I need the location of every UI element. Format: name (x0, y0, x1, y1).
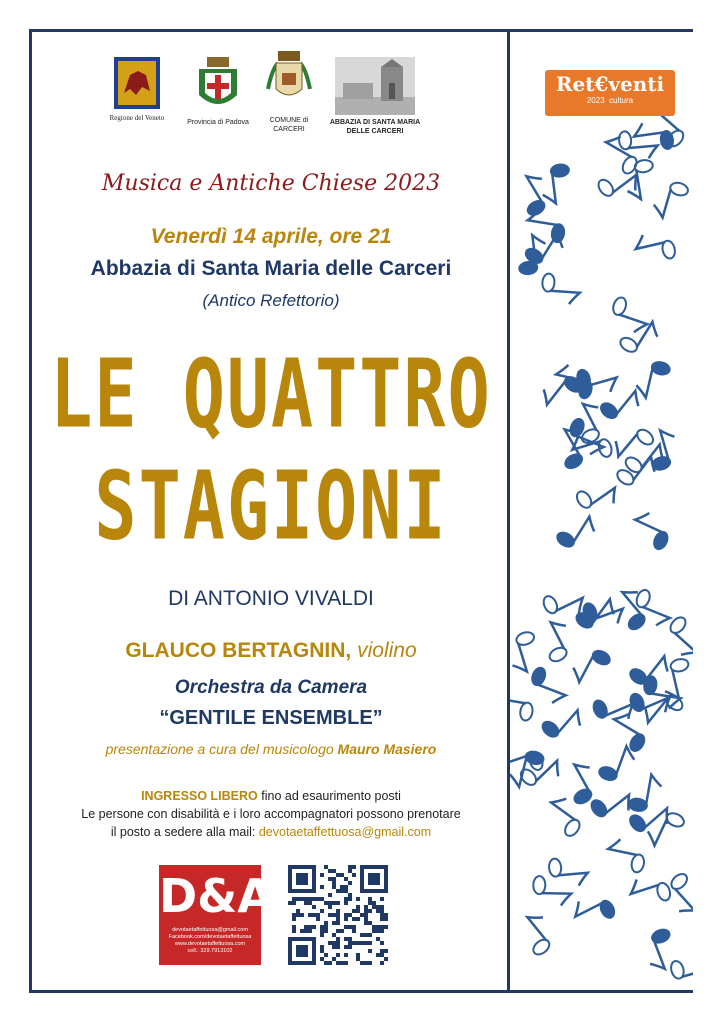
presentation (35, 741, 507, 757)
lion-icon (112, 55, 162, 111)
title-line-2: STAGIONI (94, 450, 448, 562)
da-mark: D&A (159, 869, 273, 923)
presentation-text: presentazione a cura del musicologo (105, 741, 334, 757)
sponsor-logos (99, 55, 439, 145)
da-contacts: devotaetaffettuosa@gmail.com Facebook.com/devotaetaffettuosa www.devotaetaffettuosa.com cell.: 329.7913102 (168, 927, 252, 954)
coat-of-arms-icon (193, 55, 243, 115)
booking-email[interactable]: devotaetaffettuosa@gmail.com (258, 825, 432, 839)
event-room: (Antico Refettorio) (202, 291, 340, 310)
title-line-1: LE QUATTRO (50, 338, 492, 450)
music-notes-panel (507, 32, 693, 990)
orchestra-name: “GENTILE ENSEMBLE” (159, 707, 383, 729)
soloist-instrument: violino (357, 639, 417, 662)
entry-info (35, 787, 507, 841)
free-entry-note: fino ad esaurimento posti (261, 789, 401, 803)
presenter-name: Mauro Masiero (337, 741, 437, 757)
free-entry: INGRESSO LIBERO (141, 789, 258, 803)
event-venue: Abbazia di Santa Maria delle Carceri (90, 257, 452, 280)
qr-code-icon (288, 865, 388, 965)
booking-note: il posto a sedere alla mail: (110, 825, 256, 839)
abbey-photo-icon (335, 57, 415, 115)
regione-veneto-logo: Regione del Veneto (99, 55, 175, 123)
composer: DI ANTONIO VIVALDI (168, 587, 374, 610)
soloist (35, 639, 507, 663)
provincia-padova-logo: Provincia di Padova (185, 55, 251, 127)
qr-code[interactable] (288, 865, 388, 965)
poster-frame (29, 29, 693, 993)
festival-title: Musica e Antiche Chiese 2023 (101, 171, 441, 196)
soloist-name: GLAUCO BERTAGNIN, (125, 639, 352, 662)
crest-icon (264, 49, 314, 113)
music-notes-pattern-icon (510, 32, 693, 990)
accessibility-note: Le persone con disabilità e i loro accompagnatori possono prenotare (81, 807, 461, 821)
poster-content (35, 35, 507, 993)
orchestra-type: Orchestra da Camera (174, 677, 368, 698)
event-date: Venerdì 14 aprile, ore 21 (150, 225, 392, 248)
reteventi-logo: Ret€venti 2023 cultura (545, 70, 675, 116)
da-logo (159, 865, 273, 965)
abbazia-logo: ABBAZIA DI SANTA MARIA DELLE CARCERI (321, 57, 429, 136)
comune-carceri-logo: COMUNE di CARCERI (259, 49, 319, 134)
